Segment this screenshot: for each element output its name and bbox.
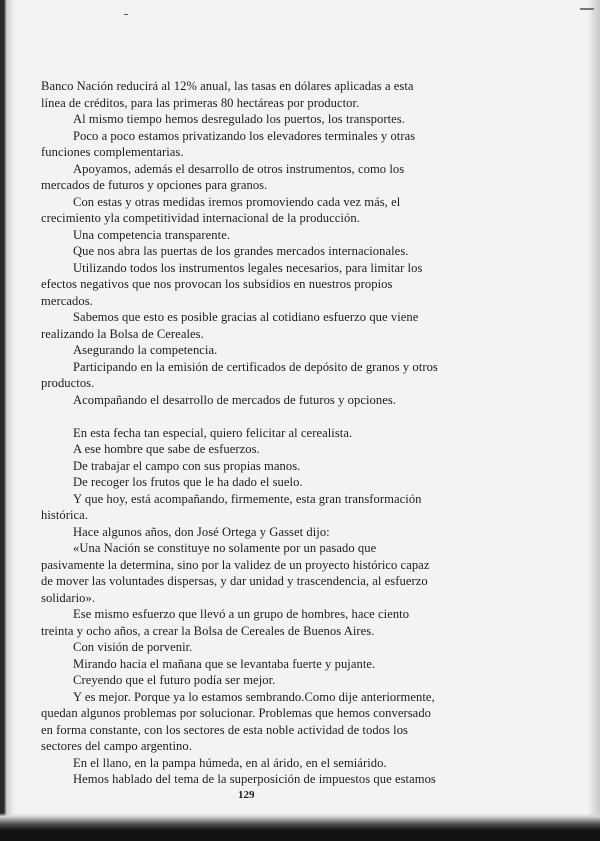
page-number: 129 <box>238 789 255 801</box>
scan-corner-mark <box>580 8 594 10</box>
paragraph: Poco a poco estamos privatizando los elevadores terminales y otras funciones complementarias. <box>41 128 416 159</box>
paragraph: De trabajar el campo con sus propias manos. <box>73 458 301 473</box>
paragraph: Hemos hablado del tema de la superposición de impuestos que estamos <box>73 772 436 786</box>
quotation-paragraph: «Una Nación se constituye no solamente por un pasado que pasivamente la determina, sino por la validez de un proyecto histórico capaz de mover las voluntades dispersas, y dar unidad y trascendencia, al esfuerzo solidario». <box>41 541 430 605</box>
scan-left-edge <box>0 0 7 841</box>
paragraph: A ese hombre que sabe de esfuerzos. <box>73 442 260 456</box>
scan-right-edge <box>588 0 600 841</box>
paragraph: Sabemos que esto es posible gracias al cotidiano esfuerzo que viene realizando la Bolsa de Cereales. <box>41 310 419 341</box>
paragraph: Banco Nación reducirá al 12% anual, las tasas en dólares aplicadas a esta línea de créditos, para las primeras 80 hectáreas por productor. <box>41 79 414 110</box>
paragraph: Ese mismo esfuerzo que llevó a un grupo de hombres, hace ciento treinta y ocho años, a crear la Bolsa de Cereales de Buenos Aires. <box>41 607 410 638</box>
paragraph: Creyendo que el futuro podía ser mejor. <box>73 673 276 687</box>
paragraph: Apoyamos, además el desarrollo de otros instrumentos, como los mercados de futuros y opciones para granos. <box>41 161 405 192</box>
paragraph: Con estas y otras medidas iremos promoviendo cada vez más, el crecimiento yla competitividad internacional de la producción. <box>41 194 401 225</box>
paragraph: Participando en la emisión de certificados de depósito de granos y otros productos. <box>41 359 438 390</box>
paragraph: Al mismo tiempo hemos desregulado los puertos, los transportes. <box>73 112 405 126</box>
paragraph: En esta fecha tan especial, quiero felicitar al cerealista. <box>73 425 353 440</box>
paragraph: Con visión de porvenir. <box>73 640 193 654</box>
paragraph: Una competencia transparente. <box>73 227 231 242</box>
paragraph: Asegurando la competencia. <box>73 343 218 357</box>
scan-left-shadow <box>7 0 17 841</box>
paragraph: Y es mejor. Porque ya lo estamos sembrando.Como dije anteriormente, quedan algunos problemas por solucionar. Problemas que hemos conversado en forma constante, con los sectores de esta noble actividad de todos los sectores del campo argentino. <box>41 689 435 753</box>
paragraph: Y que hoy, está acompañando, firmemente, esta gran transformación histórica. <box>41 491 422 522</box>
paragraph: Acompañando el desarrollo de mercados de futuros y opciones. <box>73 392 396 407</box>
paragraph: Mirando hacia el mañana que se levantaba fuerte y pujante. <box>73 656 376 671</box>
paragraph: De recoger los frutos que le ha dado el suelo. <box>73 475 303 489</box>
paragraph: En el llano, en la pampa húmeda, en al árido, en el semiárido. <box>73 755 387 770</box>
scan-speck <box>124 14 128 15</box>
scan-bottom-edge <box>0 813 600 841</box>
paragraph: Utilizando todos los instrumentos legales necesarios, para limitar los efectos negativos que nos provocan los subsidios en nuestros propios mercados. <box>41 260 423 308</box>
paragraph: Hace algunos años, don José Ortega y Gasset dijo: <box>73 524 330 539</box>
page-body-text <box>41 78 441 788</box>
paragraph: Que nos abra las puertas de los grandes mercados internacionales. <box>73 244 409 258</box>
